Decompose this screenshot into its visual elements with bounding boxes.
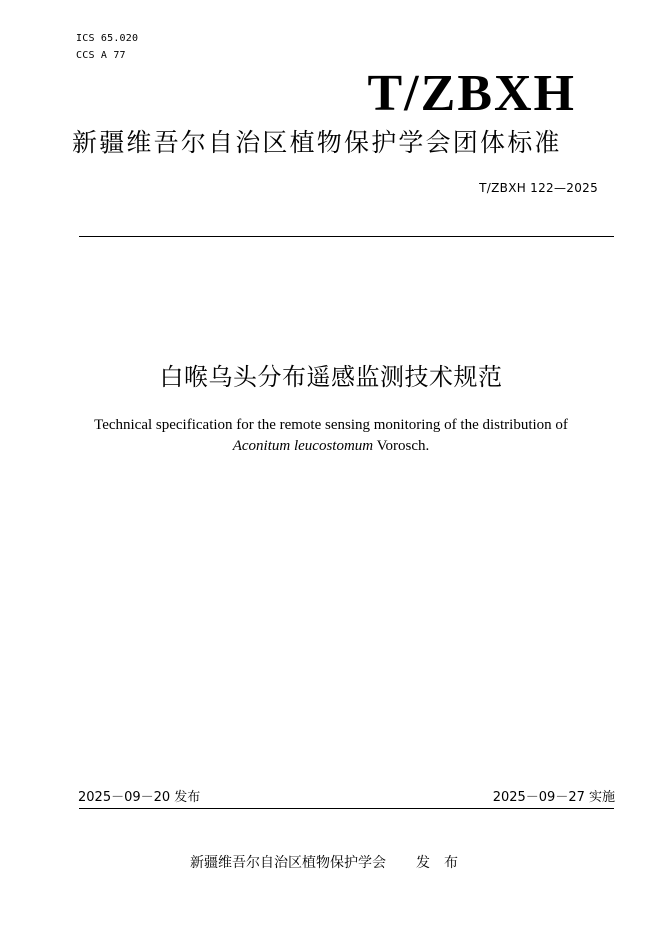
chinese-title: 白喉乌头分布遥感监测技术规范 [159, 363, 503, 391]
publisher-name: 新疆维吾尔自治区植物保护学会 [190, 855, 386, 871]
publish-label: 发布 [416, 855, 472, 871]
standard-mark: T/ZBXH [367, 65, 576, 122]
header-divider [79, 236, 614, 237]
implementation-date: 2025－09－27 实施 [492, 790, 615, 805]
ccs-code: CCS A 77 [76, 50, 126, 61]
organization-standard-title: 新疆维吾尔自治区植物保护学会团体标准 [72, 128, 562, 157]
ics-code: ICS 65.020 [76, 33, 139, 44]
standard-number: T/ZBXH 122—2025 [479, 181, 598, 195]
issue-date: 2025－09－20 发布 [78, 790, 201, 805]
footer-divider [79, 808, 614, 809]
english-title-line1: Technical specification for the remote sensing monitoring of the distribution of [94, 417, 568, 433]
publisher-line [0, 853, 662, 873]
english-title-species: Aconitum leucostomum [232, 438, 374, 454]
english-title [60, 415, 602, 457]
english-title-author: Vorosch. [373, 438, 430, 454]
